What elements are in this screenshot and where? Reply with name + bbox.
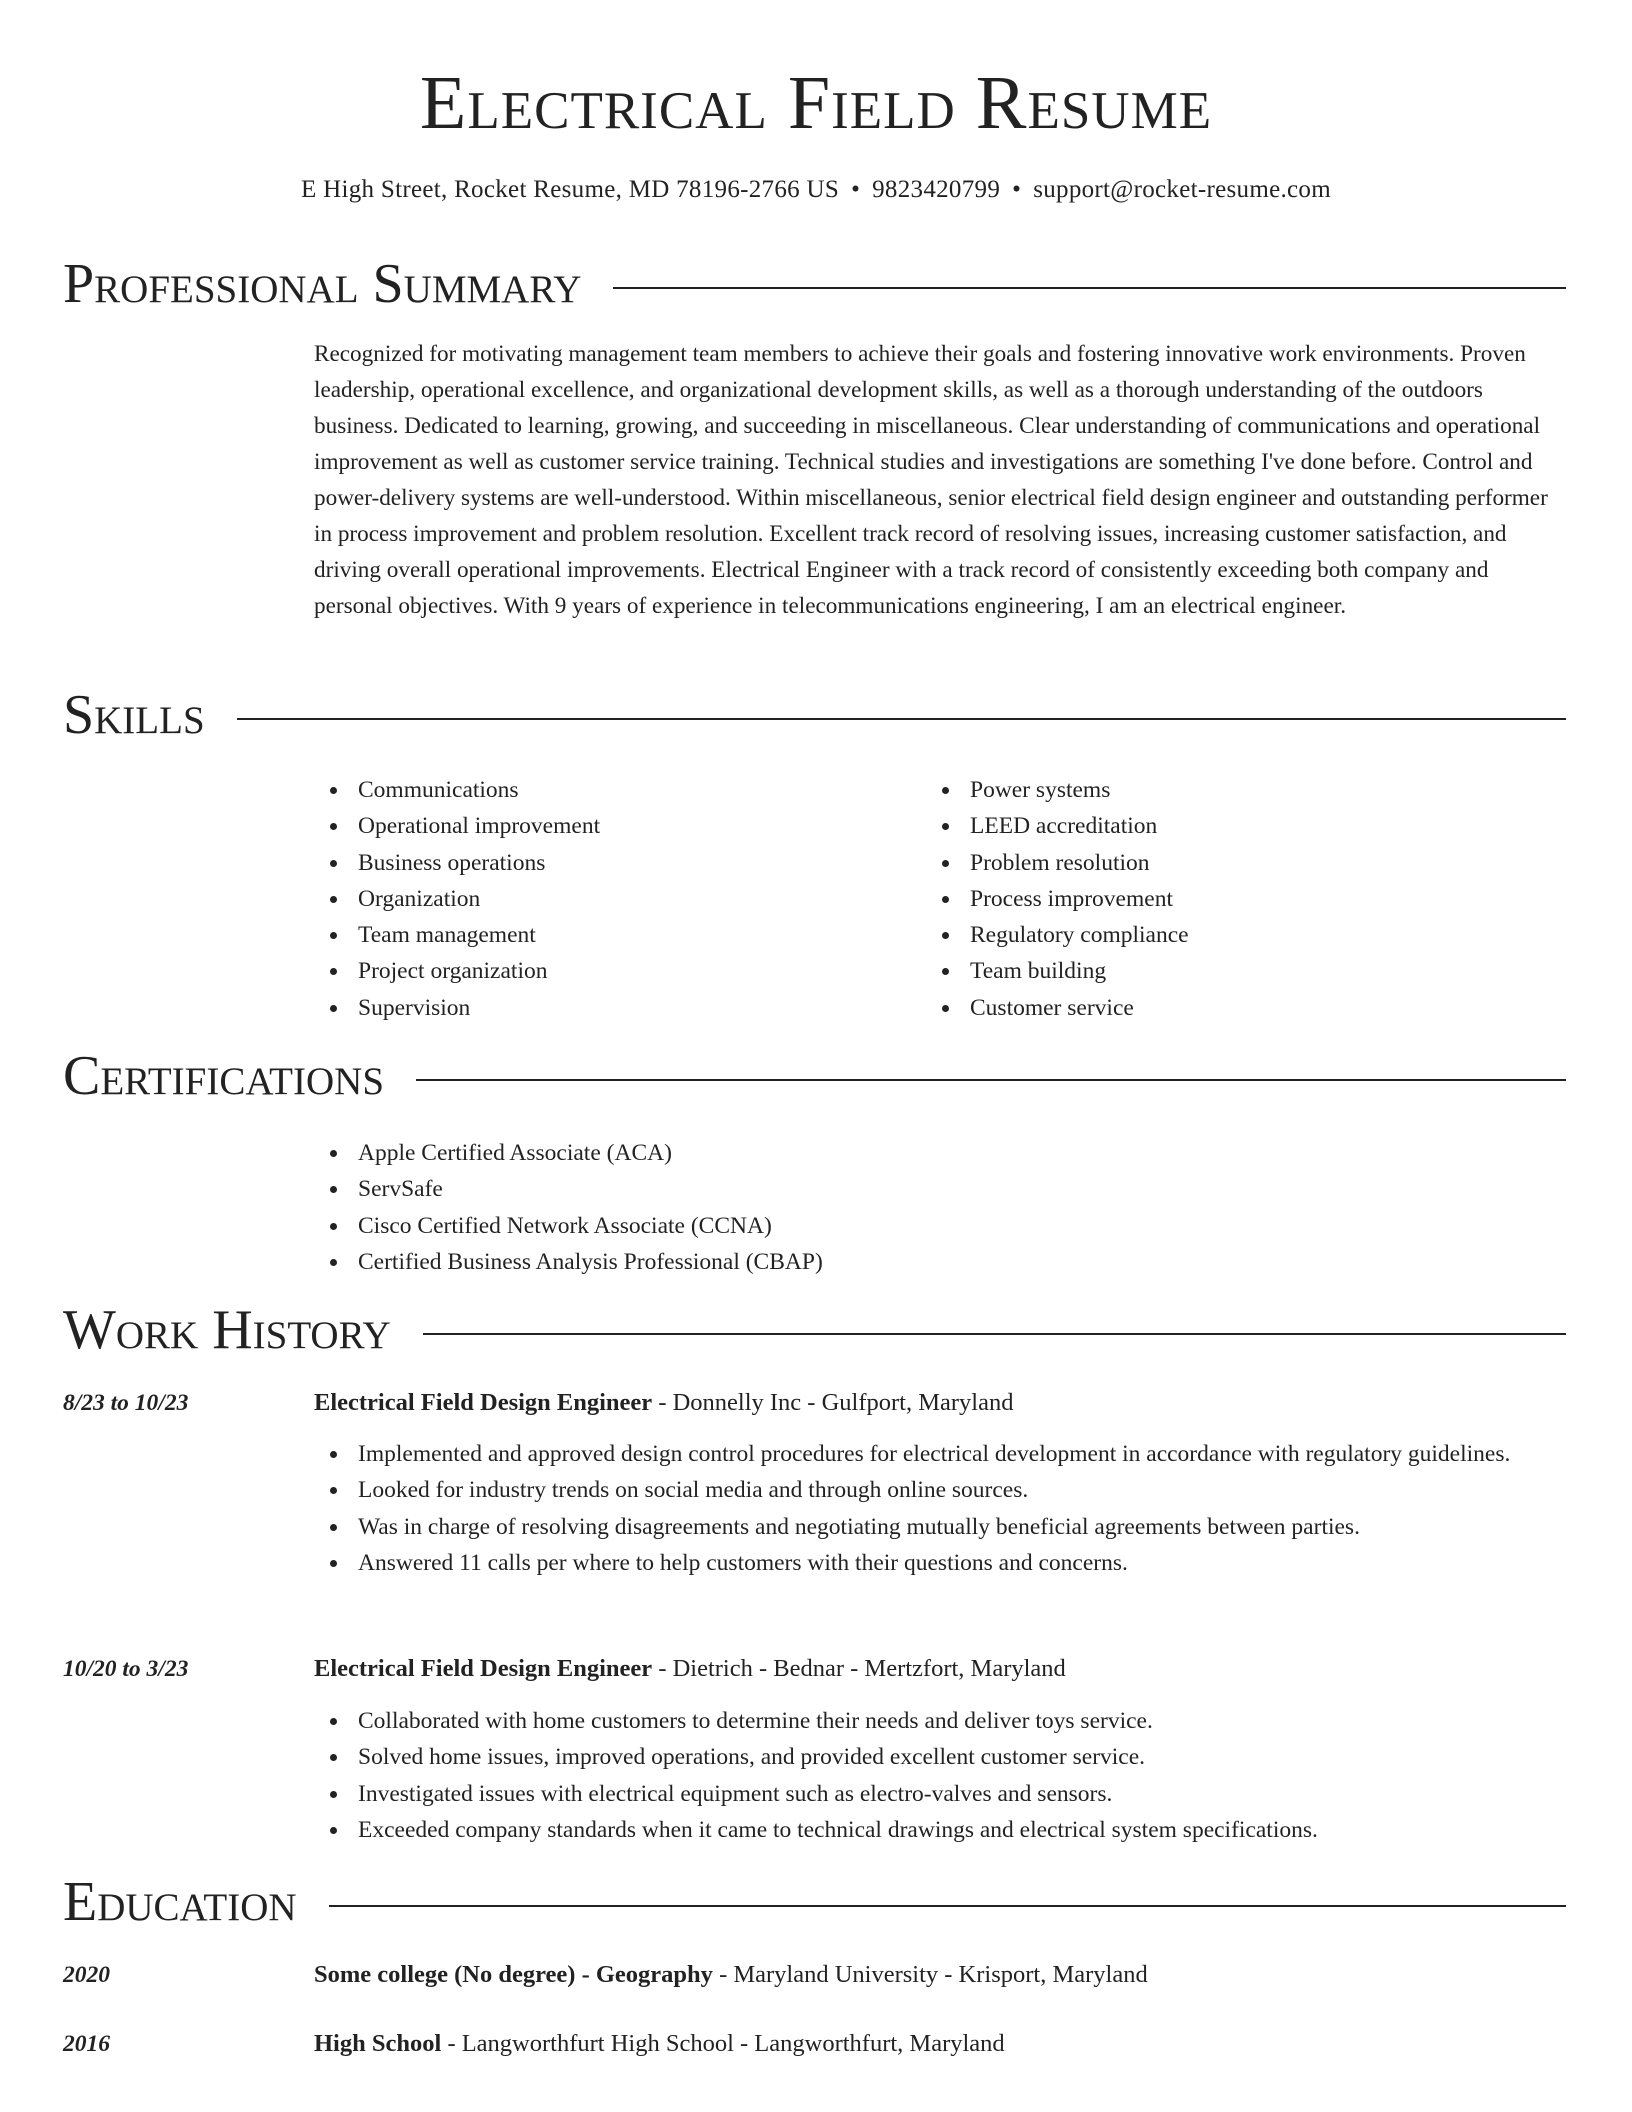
job-duties-list	[314, 1703, 1566, 1848]
certifications-section-title: Certifications	[63, 1045, 385, 1107]
education-year: 2016	[63, 2031, 110, 2057]
job-title: Electrical Field Design Engineer	[314, 1389, 653, 1416]
skill-item: Project organization	[314, 953, 874, 989]
job-dates: 10/20 to 3/23	[63, 1656, 189, 1682]
education-school: - Maryland University - Krisport, Maryland	[712, 1961, 1148, 1988]
skill-item: Customer service	[926, 990, 1486, 1026]
skill-item: Organization	[314, 881, 874, 917]
section-divider	[237, 718, 1566, 720]
education-degree: High School	[314, 2030, 442, 2057]
skill-item: Operational improvement	[314, 808, 874, 844]
certification-item: Apple Certified Associate (ACA)	[314, 1135, 1214, 1171]
job-employer: - Donnelly Inc - Gulfport, Maryland	[652, 1389, 1014, 1416]
certification-item: ServSafe	[314, 1171, 1214, 1207]
skill-item: Process improvement	[926, 881, 1486, 917]
job-duties-list	[314, 1436, 1566, 1581]
job-duty: Looked for industry trends on social media and through online sources.	[314, 1472, 1566, 1508]
certification-item: Certified Business Analysis Professional (CBAP)	[314, 1244, 1214, 1280]
summary-text: Recognized for motivating management team members to achieve their goals and fostering innovative work environments. Proven leadership, operational excellence, and organizational development skills, as well as a thorough understanding of the outdoors business. Dedicated to learning, growing, and succeeding in miscellaneous. Clear understanding of communications and operational improvement as well as customer service training. Technical studies and investigations are something I've done before. Control and power-delivery systems are well-understood. Within miscellaneous, senior electrical field design engineer and outstanding performer in process improvement and problem resolution. Excellent track record of resolving issues, increasing customer satisfaction, and driving overall operational improvements. Electrical Engineer with a track record of consistently exceeding both company and personal objectives. With 9 years of experience in telecommunications engineering, I am an electrical engineer.	[314, 341, 1548, 619]
job-duty: Implemented and approved design control procedures for electrical development in accordance with regulatory guidelines.	[314, 1436, 1566, 1472]
education-year: 2020	[63, 1962, 110, 1988]
skills-list-left	[314, 772, 874, 1026]
contact-address: E High Street, Rocket Resume, MD 78196-2766 US	[301, 176, 840, 203]
skill-item: LEED accreditation	[926, 808, 1486, 844]
contact-email: support@rocket-resume.com	[1033, 176, 1331, 203]
certifications-list	[314, 1135, 1214, 1280]
work-section-header	[63, 1298, 1566, 1362]
skill-item: Communications	[314, 772, 874, 808]
contact-separator: •	[1012, 176, 1022, 203]
contact-info	[0, 172, 1632, 208]
skills-section-header	[63, 683, 1566, 747]
certifications-section-header	[63, 1044, 1566, 1108]
work-section-title: Work History	[63, 1299, 391, 1361]
contact-phone: 9823420799	[872, 176, 1001, 203]
skill-item: Team management	[314, 917, 874, 953]
job-duty: Investigated issues with electrical equipment such as electro-valves and sensors.	[314, 1776, 1566, 1812]
job-duty: Answered 11 calls per where to help customers with their questions and concerns.	[314, 1545, 1566, 1581]
job-duty: Solved home issues, improved operations, and provided excellent customer service.	[314, 1739, 1566, 1775]
skill-item: Regulatory compliance	[926, 917, 1486, 953]
education-entry	[314, 1957, 1566, 1993]
job-dates: 8/23 to 10/23	[63, 1390, 189, 1416]
skill-item: Supervision	[314, 990, 874, 1026]
section-divider	[613, 287, 1566, 289]
job-heading	[314, 1651, 1566, 1687]
job-duty: Was in charge of resolving disagreements and negotiating mutually beneficial agreements between parties.	[314, 1509, 1566, 1545]
education-degree: Some college (No degree) - Geography	[314, 1961, 713, 1988]
job-title: Electrical Field Design Engineer	[314, 1655, 653, 1682]
summary-section-title: Professional Summary	[63, 253, 582, 315]
contact-separator: •	[851, 176, 861, 203]
job-duty: Collaborated with home customers to determine their needs and deliver toys service.	[314, 1703, 1566, 1739]
section-divider	[329, 1905, 1566, 1907]
skill-item: Problem resolution	[926, 845, 1486, 881]
section-divider	[423, 1333, 1566, 1335]
education-section-title: Education	[63, 1871, 297, 1933]
certification-item: Cisco Certified Network Associate (CCNA)	[314, 1208, 1214, 1244]
skills-list-right	[926, 772, 1486, 1026]
job-duty: Exceeded company standards when it came to technical drawings and electrical system specifications.	[314, 1812, 1566, 1848]
education-school: - Langworthfurt High School - Langworthfurt, Maryland	[441, 2030, 1005, 2057]
skill-item: Team building	[926, 953, 1486, 989]
job-employer: - Dietrich - Bednar - Mertzfort, Maryland	[652, 1655, 1066, 1682]
section-divider	[416, 1079, 1566, 1081]
skills-section-title: Skills	[63, 684, 205, 746]
education-entry	[314, 2026, 1566, 2062]
education-section-header	[63, 1870, 1566, 1934]
skill-item: Business operations	[314, 845, 874, 881]
resume-name: Electrical Field Resume	[419, 61, 1213, 145]
job-heading	[314, 1385, 1566, 1421]
summary-section-header	[63, 252, 1566, 316]
skill-item: Power systems	[926, 772, 1486, 808]
